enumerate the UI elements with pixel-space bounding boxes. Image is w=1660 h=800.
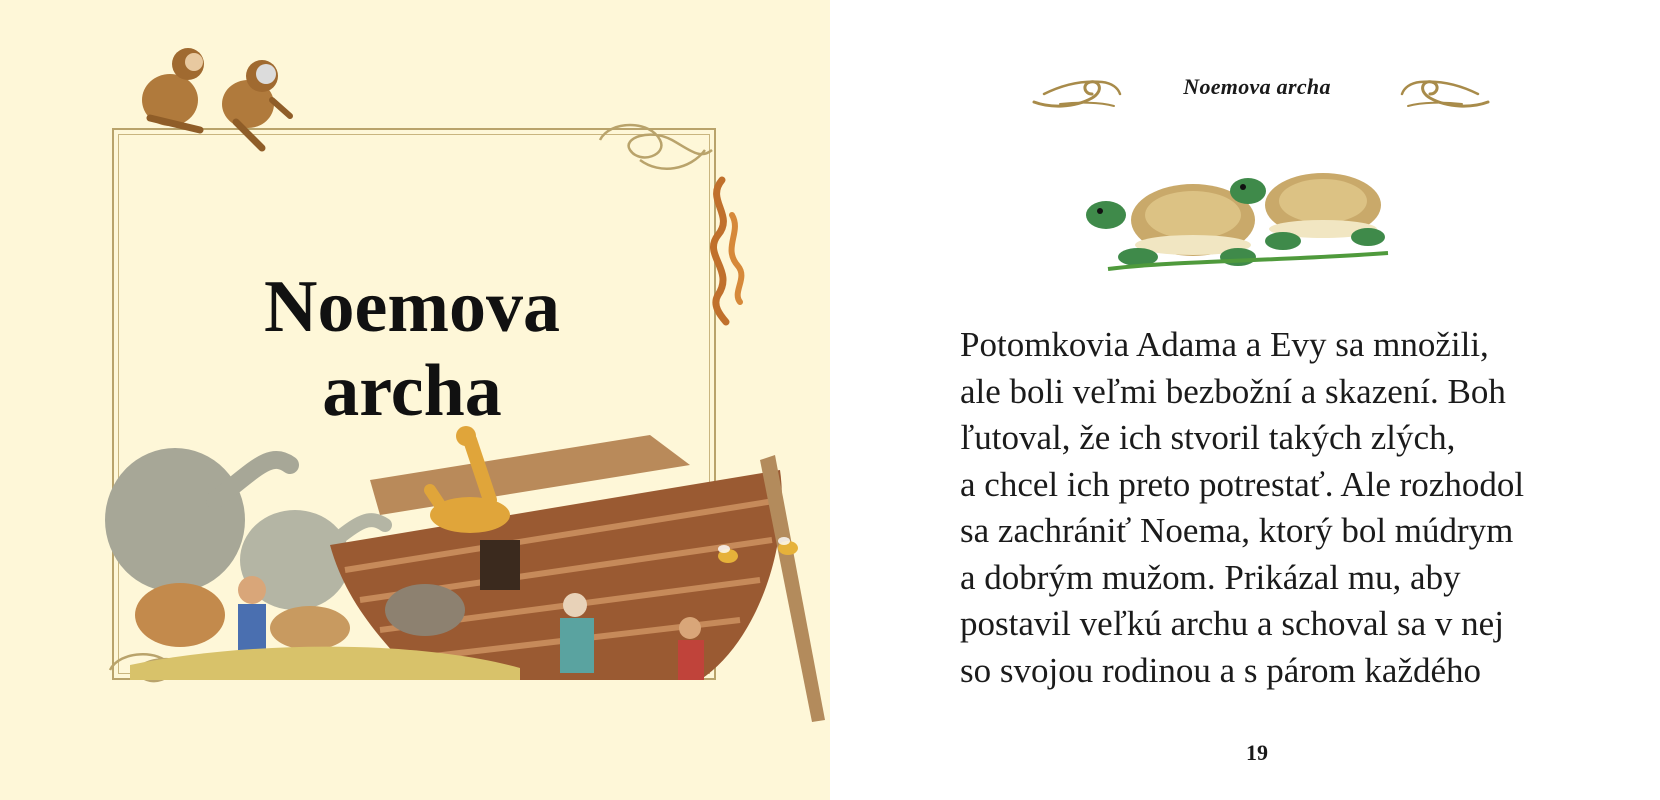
chapter-title-line1: Noemova (264, 265, 560, 348)
running-head: Noemova archa (1183, 74, 1331, 99)
monkeys (142, 48, 290, 148)
chapter-title (112, 265, 712, 433)
right-page (830, 0, 1660, 800)
page-number: 19 (1246, 740, 1268, 765)
body-line: ľutoval, že ich stvoril takých zlých, (960, 418, 1456, 457)
frame-flourish-top (600, 125, 712, 169)
body-line: ale boli veľmi bezbožní a skazení. Boh (960, 371, 1506, 411)
turtle-left (1086, 184, 1256, 266)
turtles-illustration (1078, 165, 1408, 285)
body-line: so svojou rodinou a s párom každého (960, 650, 1482, 690)
body-text (960, 322, 1580, 694)
chapter-title-line2: archa (322, 349, 502, 432)
body-line: postavil veľkú archu a schoval sa v nej (960, 604, 1504, 643)
snakes (713, 180, 741, 322)
body-line: a dobrým mužom. Prikázal mu, aby (960, 557, 1461, 597)
body-line: sa zachrániť Noema, ktorý bol múdrym (960, 511, 1514, 550)
body-line: a chcel ich preto potrestať. Ale rozhodol (960, 464, 1525, 504)
body-line: Potomkovia Adama a Evy sa množili, (960, 325, 1489, 364)
turtle-right (1230, 173, 1385, 250)
ornament-right-icon (1400, 72, 1492, 112)
